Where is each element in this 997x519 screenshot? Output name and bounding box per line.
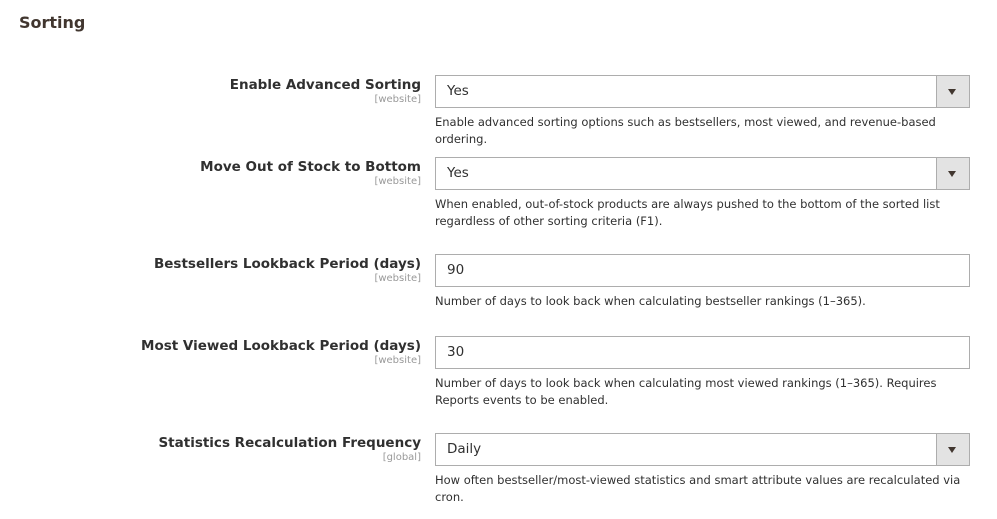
- input-value: 30: [447, 344, 465, 360]
- field-note: Number of days to look back when calculating bestseller rankings (1–365).: [435, 294, 866, 308]
- field-label: Move Out of Stock to Bottom: [200, 159, 421, 175]
- statistics-frequency-select[interactable]: [435, 433, 970, 466]
- section-title: Sorting: [19, 13, 86, 32]
- select-value: Yes: [447, 165, 469, 181]
- field-note: How often bestseller/most-viewed statistics and smart attribute values are recalculated via cron.: [435, 473, 961, 504]
- select-value: Daily: [447, 441, 482, 457]
- dropdown-button[interactable]: [936, 158, 969, 189]
- chevron-down-icon: [948, 171, 956, 177]
- bestsellers-lookback-input[interactable]: [435, 254, 970, 287]
- field-label: Bestsellers Lookback Period (days): [153, 256, 421, 272]
- chevron-down-icon: [948, 89, 956, 95]
- scope-label: [website]: [374, 94, 421, 105]
- field-note: When enabled, out-of-stock products are always pushed to the bottom of the sorted list regardless of other sorting criteria (F1).: [435, 197, 940, 228]
- enable-advanced-sorting-select[interactable]: [435, 75, 970, 108]
- chevron-down-icon: [948, 447, 956, 453]
- field-note: Enable advanced sorting options such as bestsellers, most viewed, and revenue-based ordering.: [435, 115, 936, 146]
- field-label: Enable Advanced Sorting: [229, 77, 421, 93]
- dropdown-button[interactable]: [936, 434, 969, 465]
- select-value: Yes: [447, 83, 469, 99]
- scope-label: [global]: [382, 452, 421, 463]
- field-label: Statistics Recalculation Frequency: [158, 435, 421, 451]
- scope-label: [website]: [374, 355, 421, 366]
- field-note: Number of days to look back when calculating most viewed rankings (1–365). Requires Reports events to be enabled.: [435, 376, 937, 407]
- most-viewed-lookback-input[interactable]: [435, 336, 970, 369]
- field-label: Most Viewed Lookback Period (days): [141, 338, 421, 354]
- scope-label: [website]: [374, 273, 421, 284]
- move-out-of-stock-select[interactable]: [435, 157, 970, 190]
- dropdown-button[interactable]: [936, 76, 969, 107]
- scope-label: [website]: [374, 176, 421, 187]
- input-value: 90: [447, 262, 465, 278]
